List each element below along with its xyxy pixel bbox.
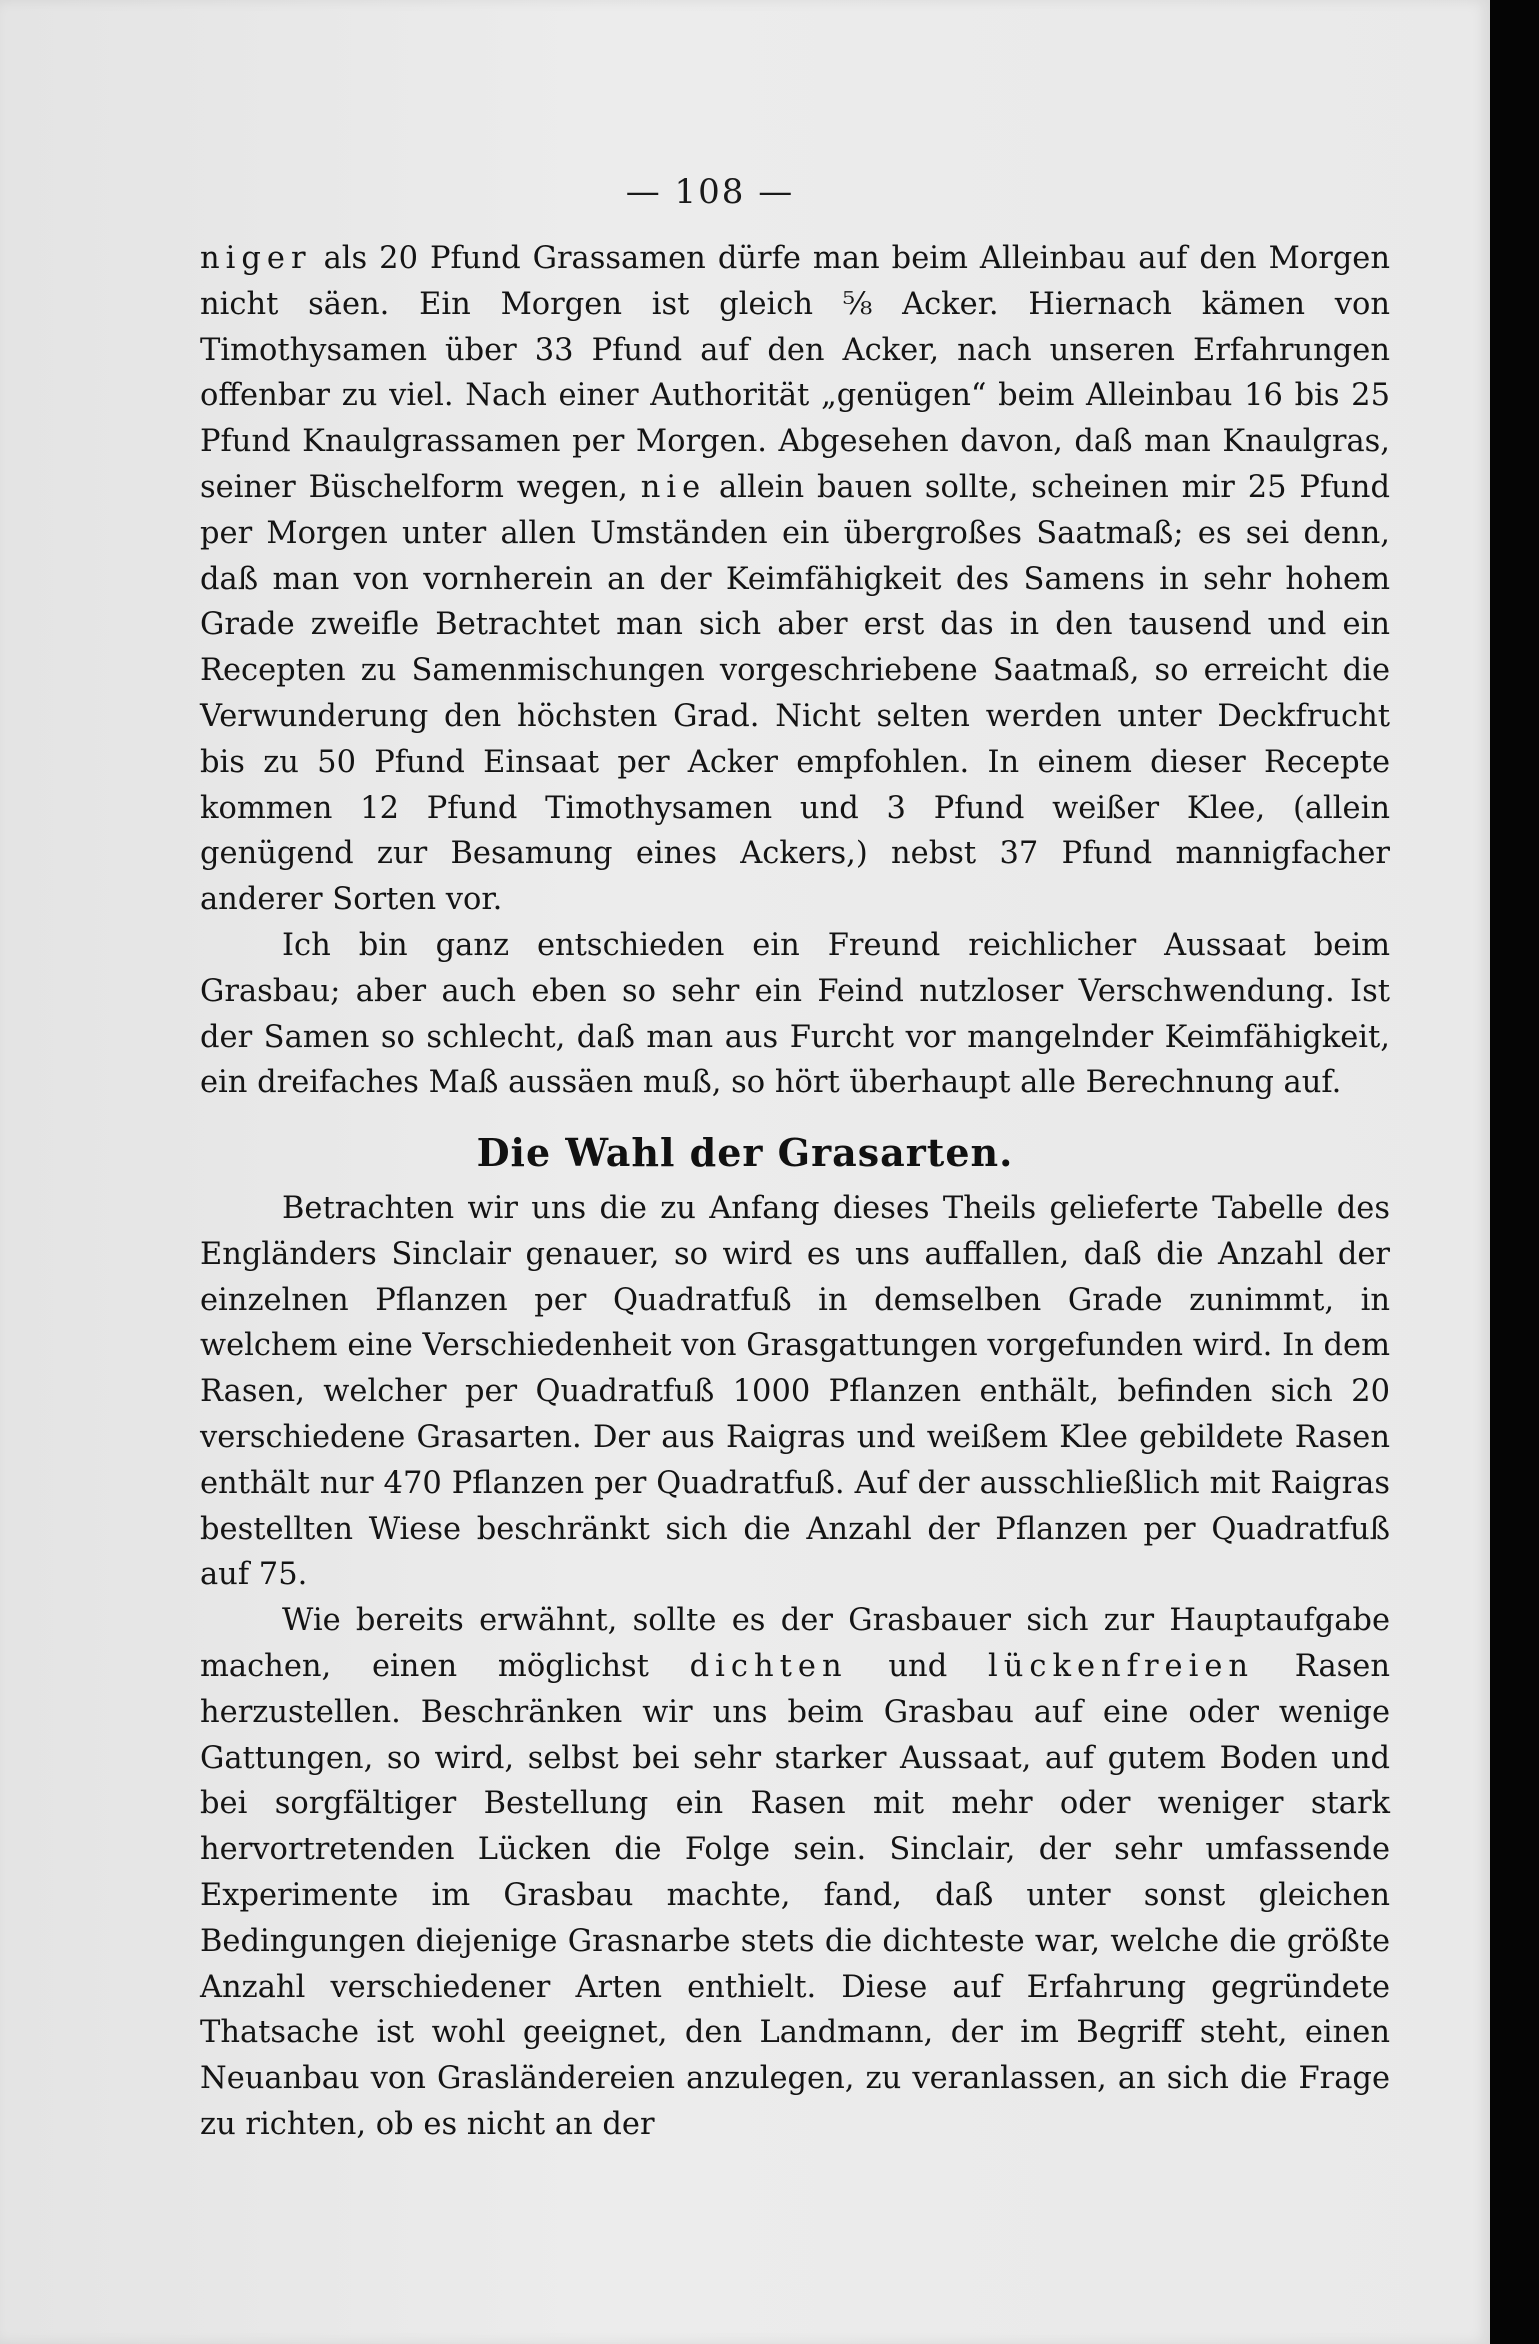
spaced-word: niger — [200, 241, 312, 276]
text-block-top — [200, 236, 1390, 1106]
spaced-word: lückenfreien — [988, 1648, 1255, 1684]
paragraph-text: Rasen herzustellen. Beschränken wir uns beim Grasbau auf eine oder wenige Gattungen, so wird, selbst bei sehr starker Aussaat, auf gutem Boden und bei sorgfältiger Bestellung ein Rasen mit mehr oder weniger stark hervortretenden Lücken die Folge sein. Sinclair, der sehr umfassende Experimente im Grasbau machte, fand, daß unter sonst gleichen Bedingungen diejenige Grasnarbe stets die dichteste war, welche die größte Anzahl verschiedener Arten enthielt. Diese auf Erfahrung gegründete Thatsache ist wohl geeignet, den Landmann, der im Begriff steht, einen Neuanbau von Grasländereien anzulegen, zu veranlassen, an sich die Frage zu richten, ob es nicht an der — [200, 1648, 1391, 2142]
paragraph-text: und — [847, 1648, 988, 1684]
paragraph-text: Wie bereits erwähnt, sollte es der Grasbauer sich zur Hauptaufgabe machen, einen möglichst — [200, 1603, 1390, 1684]
paragraph — [200, 236, 1390, 923]
page-number: — 108 — — [625, 172, 795, 212]
scan-border — [1490, 0, 1539, 2344]
section-heading: Die Wahl der Grasarten. — [476, 1130, 1014, 1175]
paragraph: Betrachten wir uns die zu Anfang dieses Theils gelieferte Tabelle des Engländers Sinclair genauer, so wird es uns auffallen, daß die Anzahl der einzelnen Pflanzen per Quadratfuß in demselben Grade zunimmt, in welchem eine Verschiedenheit von Grasgattungen vorgefunden wird. In dem Rasen, welcher per Quadratfuß 1000 Pflanzen enthält, befinden sich 20 verschiedene Grasarten. Der aus Raigras und weißem Klee gebildete Rasen enthält nur 470 Pflanzen per Quadratfuß. Auf der ausschließlich mit Raigras bestellten Wiese beschränkt sich die Anzahl der Pflanzen per Quadratfuß auf 75. — [200, 1191, 1390, 1593]
paragraph-text: allein bauen sollte, scheinen mir 25 Pfund per Morgen unter allen Umständen ein übergroßes Saatmaß; es sei denn, daß man von vornherein an der Keimfähigkeit des Samens in sehr hohem Grade zweifle Betrachtet man sich aber erst das in den tausend und ein Recepten zu Samenmischungen vorgeschriebene Saatmaß, so erreicht die Verwunderung den höchsten Grad. Nicht selten werden unter Deckfrucht bis zu 50 Pfund Einsaat per Acker empfohlen. In einem dieser Recepte kommen 12 Pfund Timothysamen und 3 Pfund weißer Klee, (allein genügend zur Besamung eines Ackers,) nebst 37 Pfund mannigfacher anderer Sorten vor. — [200, 469, 1390, 918]
spaced-word: nie — [640, 469, 707, 505]
paragraph-text: als 20 Pfund Grassamen dürfe man beim Alleinbau auf den Morgen nicht säen. Ein Morgen ist gleich ⅝ Acker. Hiernach kämen von Timothysamen über 33 Pfund auf den Acker, nach unseren Erfahrungen offenbar zu viel. Nach einer Authorität „genügen“ beim Alleinbau 16 bis 25 Pfund Knaulgrassamen per Morgen. Abgesehen davon, daß man Knaulgras, seiner Büschelform wegen, — [200, 241, 1390, 505]
paragraph — [200, 1598, 1390, 2148]
paragraph: Ich bin ganz entschieden ein Freund reichlicher Aussaat beim Grasbau; aber auch eben so sehr ein Feind nutzloser Verschwendung. Ist der Samen so schlecht, daß man aus Furcht vor mangelnder Keimfähigkeit, ein dreifaches Maß aussäen muß, so hört überhaupt alle Berechnung auf. — [200, 927, 1390, 1101]
text-block-bottom — [200, 1186, 1390, 2148]
spaced-word: dichten — [689, 1648, 848, 1684]
